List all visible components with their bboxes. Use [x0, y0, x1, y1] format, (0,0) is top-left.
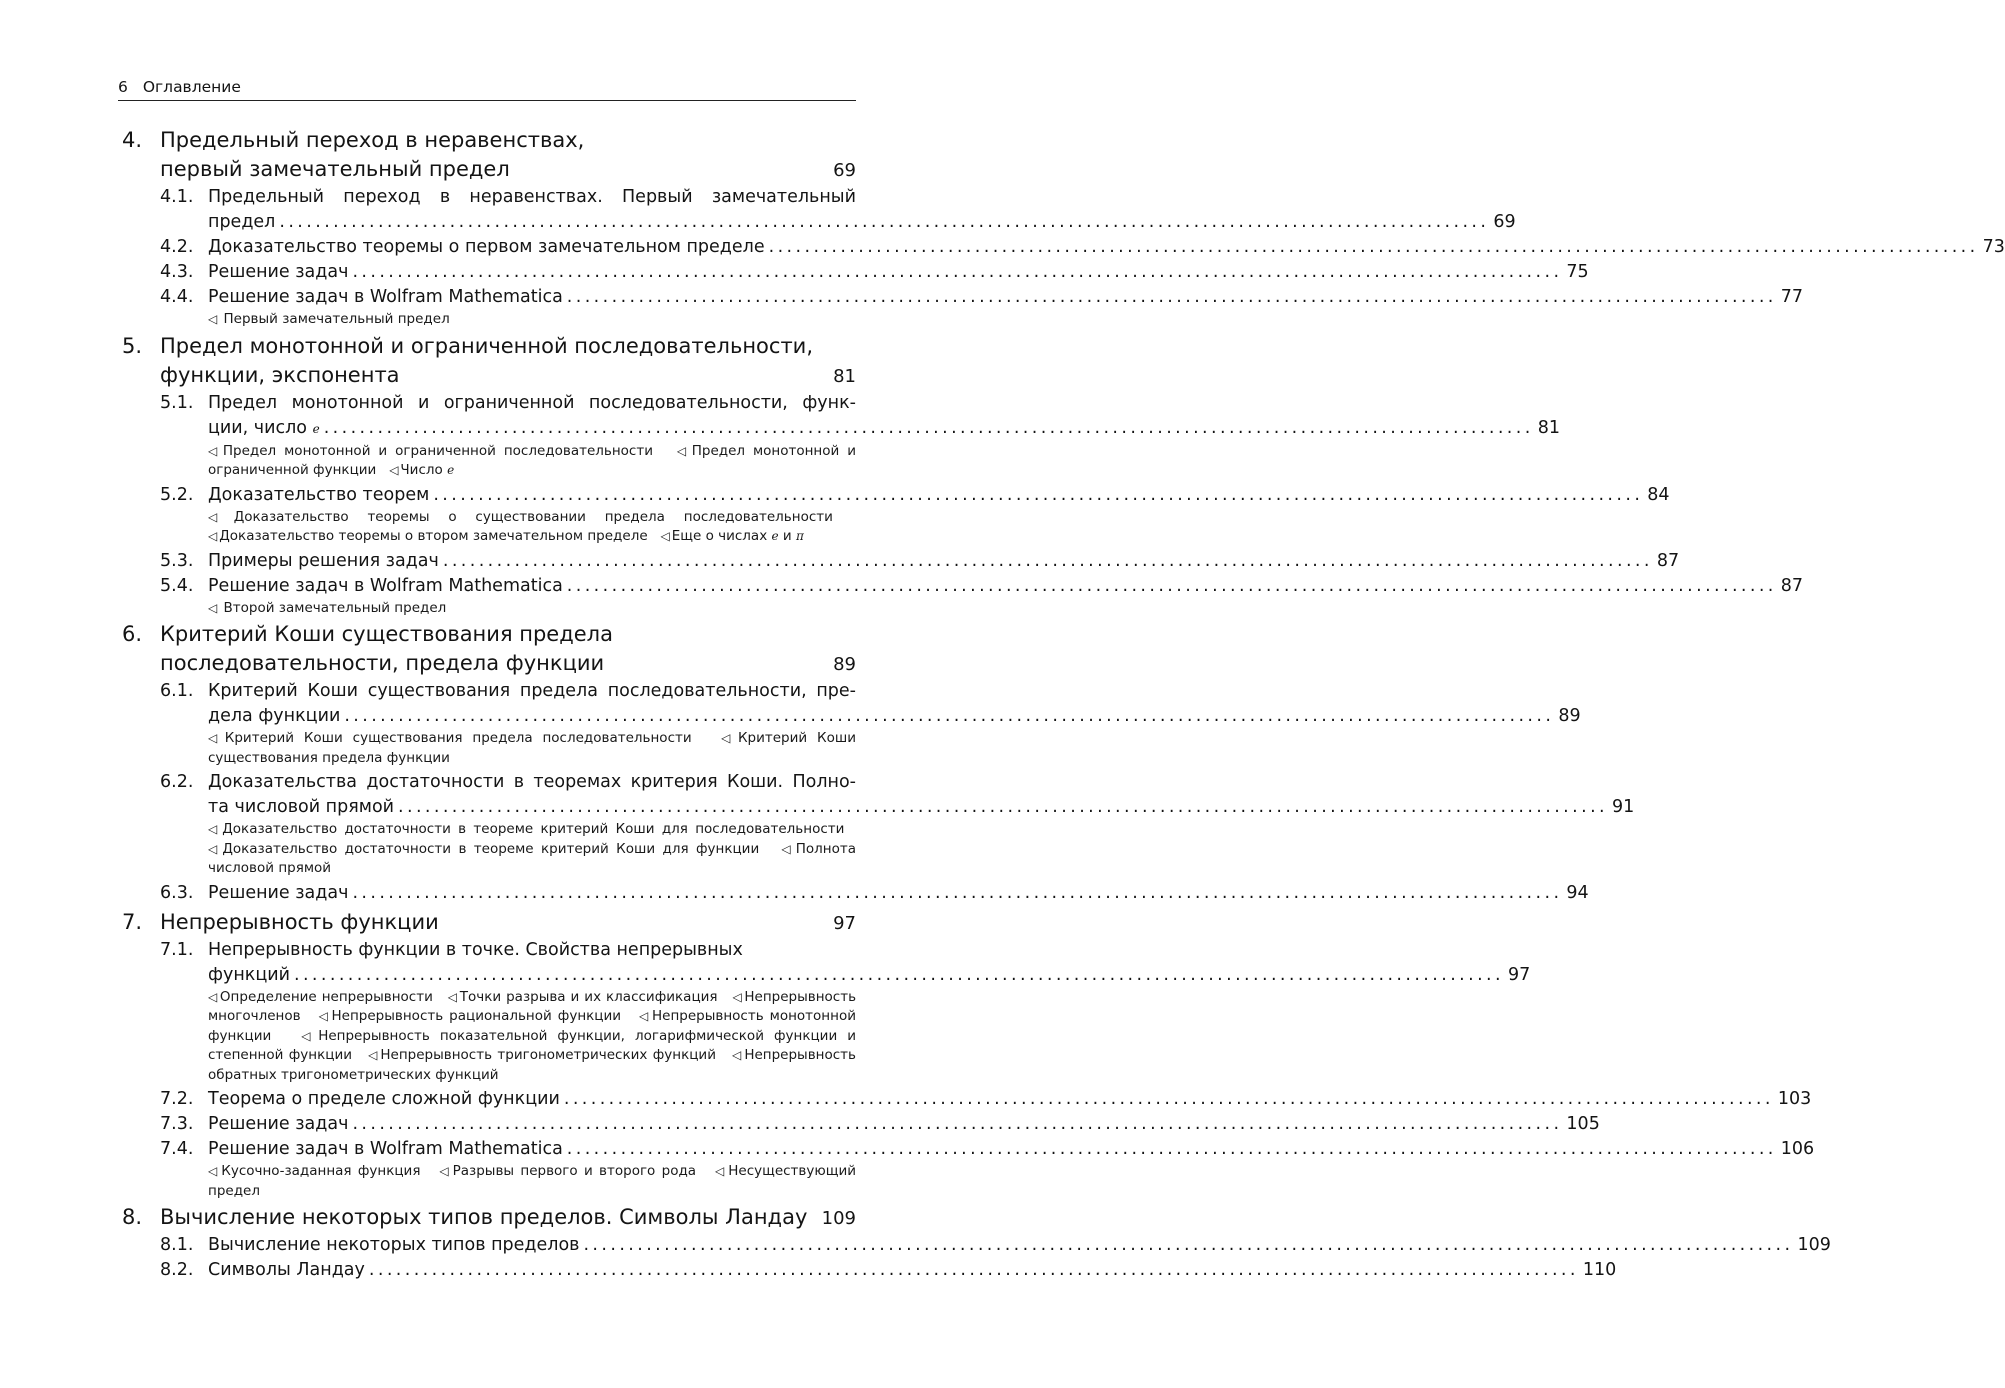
chapter-page-number: 69 [833, 160, 856, 181]
subsection-list [118, 310, 856, 330]
subsection-item[interactable]: Второй замечательный предел [223, 599, 447, 616]
triangle-left-icon: ◁ [208, 443, 221, 458]
toc-section-4-3[interactable] [118, 260, 1589, 285]
section-title: Вычисление некоторых типов пределов [208, 1235, 580, 1255]
section-number: 4.4. [160, 287, 194, 307]
section-number: 7.3. [160, 1114, 194, 1134]
section-title: Решение задач в Wolfram Mathematica [208, 287, 563, 307]
subsection-item[interactable]: Доказательство достаточности в теореме критерий Коши для последовательности [222, 821, 845, 837]
dot-leader: ....................................................................................................................................... [566, 1139, 1777, 1159]
dot-leader: ....................................................................................................................................... [344, 706, 1555, 726]
section-page-number: 109 [1797, 1235, 1831, 1255]
subsection-item[interactable]: Доказательство теоремы о существовании предела последовательности [233, 508, 833, 525]
subsection-list [118, 729, 856, 768]
chapter-title-line: функции, экспонента [160, 362, 400, 387]
chapter-page-number: 109 [821, 1208, 856, 1229]
chapter-number: 5. [122, 333, 143, 358]
toc-section-6-3[interactable] [118, 881, 1589, 906]
section-page-number: 87 [1780, 575, 1804, 596]
section-title: Примеры решения задач [208, 550, 439, 571]
triangle-left-icon: ◁ [732, 989, 743, 1004]
section-title-line: та числовой прямой [208, 797, 395, 817]
toc-section-7-3[interactable] [118, 1112, 1600, 1137]
chapter-number: 7. [122, 909, 143, 934]
dot-leader: ....................................................................................................................................... [279, 212, 1490, 232]
section-number: 6.1. [160, 681, 194, 701]
section-number: 4.3. [160, 262, 194, 282]
section-number: 5.2. [160, 484, 194, 505]
dot-leader: ....................................................................................................................................... [433, 484, 1644, 505]
chapter-title-line: первый замечательный предел [160, 157, 510, 181]
euler-number: e [312, 421, 320, 436]
section-title-line: Предельный переход в неравенствах. Первый замечательный [208, 187, 856, 207]
toc-section-7-1[interactable] [118, 938, 1531, 988]
dot-leader: ....................................................................................................................................... [563, 1089, 1774, 1109]
section-title-line: дела функции [208, 706, 341, 726]
subsection-item[interactable]: Число e [400, 462, 455, 478]
toc-section-8-2[interactable] [118, 1258, 1617, 1283]
toc-section-7-4[interactable] [118, 1137, 1815, 1162]
subsection-item[interactable]: Кусочно-заданная функция [221, 1163, 421, 1179]
section-title: Теорема о пределе сложной функции [208, 1089, 560, 1109]
section-page-number: 73 [1982, 237, 2005, 257]
chapter-page-number: 81 [833, 365, 856, 387]
dot-leader: ....................................................................................................................................... [294, 964, 1504, 985]
section-title: Доказательство теорем [208, 484, 430, 505]
section-number: 8.2. [160, 1260, 194, 1280]
section-title-line: предел [208, 212, 276, 232]
section-number: 6.3. [160, 882, 194, 903]
subsection-item[interactable]: Непрерывность показательной функции, логарифмической функции и степенной функции [208, 1027, 856, 1063]
euler-number: e [447, 463, 455, 477]
subsection-item[interactable]: Еще о числах e и π [671, 528, 804, 544]
section-number: 5.4. [160, 575, 194, 596]
dot-leader: ....................................................................................................................................... [583, 1235, 1794, 1255]
subsection-item[interactable]: Определение непрерывности [219, 988, 433, 1005]
pi-symbol: π [795, 529, 804, 543]
chapter-title: Вычисление некоторых типов пределов. Символы Ландау [160, 1205, 808, 1229]
dot-leader: ....................................................................................................................................... [566, 575, 1777, 596]
subsection-item[interactable]: Предел монотонной и ограниченной функции [208, 442, 857, 478]
euler-number: e [771, 529, 779, 543]
running-head [118, 77, 856, 101]
section-title: Решение задач [208, 262, 349, 282]
chapter-title-line: Предельный переход в неравенствах, [160, 128, 585, 152]
section-page-number: 106 [1780, 1139, 1815, 1159]
subsection-item[interactable]: Разрывы первого и второго рода [452, 1163, 697, 1179]
toc-chapter-5[interactable] [118, 332, 856, 391]
section-page-number: 77 [1780, 287, 1804, 307]
dot-leader: ....................................................................................................................................... [323, 417, 1534, 438]
section-number: 4.1. [160, 187, 194, 207]
subsection-item[interactable]: Критерий Коши существования предела функции [208, 730, 856, 766]
section-title: Решение задач в Wolfram Mathematica [208, 1139, 563, 1159]
triangle-left-icon: ◁ [208, 312, 218, 326]
triangle-left-icon: ◁ [301, 1028, 317, 1043]
section-page-number: 89 [1558, 706, 1581, 726]
toc-section-8-1[interactable] [118, 1233, 1831, 1258]
section-title: Символы Ландау [208, 1260, 365, 1280]
toc-section-7-2[interactable] [118, 1087, 1812, 1112]
section-title: Доказательство теоремы о первом замечательном пределе [208, 237, 765, 257]
subsection-item[interactable]: Критерий Коши существования предела последовательности [224, 730, 692, 746]
subsection-item[interactable]: Непрерывность обратных тригонометрических функций [208, 1047, 856, 1083]
triangle-left-icon: ◁ [208, 529, 218, 543]
dot-leader: ....................................................................................................................................... [368, 1260, 1579, 1280]
subsection-item[interactable]: Предел монотонной и ограниченной последовательности [222, 442, 653, 459]
subsection-item[interactable]: Доказательство теоремы о втором замечательном пределе [219, 528, 648, 544]
section-title-line: Непрерывность функции в точке. Свойства непрерывных [208, 939, 743, 960]
triangle-left-icon: ◁ [208, 822, 221, 836]
triangle-left-icon: ◁ [208, 600, 218, 615]
chapter-number: 8. [122, 1205, 143, 1229]
section-number: 8.1. [160, 1235, 194, 1255]
dot-leader: ....................................................................................................................................... [352, 1114, 1563, 1134]
section-number: 7.1. [160, 939, 194, 960]
header-title: Оглавление [142, 78, 241, 96]
chapter-page-number: 89 [833, 654, 856, 675]
table-of-contents [118, 124, 2005, 1283]
section-page-number: 69 [1493, 212, 1516, 232]
toc-chapter-4[interactable] [118, 126, 856, 185]
toc-chapter-6[interactable] [118, 620, 856, 679]
triangle-left-icon: ◁ [721, 731, 736, 745]
chapter-title-line: Критерий Коши существования предела [160, 622, 613, 646]
toc-section-4-4[interactable] [118, 285, 1804, 310]
triangle-left-icon: ◁ [208, 989, 218, 1004]
section-title-line: функций [208, 964, 290, 985]
dot-leader: ....................................................................................................................................... [768, 237, 1979, 257]
section-title-line: Предел монотонной и ограниченной последовательности, функ- [208, 392, 856, 413]
section-page-number: 75 [1566, 262, 1589, 282]
section-page-number: 91 [1612, 797, 1635, 817]
subsection-item[interactable]: Непрерывность тригонометрических функций [380, 1047, 716, 1063]
toc-section-5-4[interactable] [118, 574, 1804, 599]
triangle-left-icon: ◁ [389, 463, 399, 477]
toc-section-5-1[interactable] [118, 391, 1560, 442]
chapter-page-number: 97 [833, 912, 856, 934]
chapter-title-line: Предел монотонной и ограниченной последовательности, [160, 333, 814, 358]
section-title: Решение задач [208, 882, 349, 903]
subsection-list [118, 442, 856, 481]
section-page-number: 105 [1566, 1114, 1600, 1134]
triangle-left-icon: ◁ [660, 529, 670, 543]
subsection-item[interactable]: Непрерывность многочленов [208, 988, 857, 1024]
toc-chapter-8[interactable] [118, 1203, 856, 1233]
section-page-number: 94 [1566, 882, 1589, 903]
dot-leader: ....................................................................................................................................... [398, 797, 1609, 817]
subsection-list [118, 988, 856, 1086]
triangle-left-icon: ◁ [639, 1009, 650, 1023]
section-title: Решение задач [208, 1114, 349, 1134]
chapter-number: 4. [122, 128, 143, 152]
subsection-item[interactable]: Непрерывность рациональной функции [331, 1008, 622, 1024]
section-number: 6.2. [160, 772, 194, 792]
toc-section-6-1[interactable] [118, 679, 1581, 729]
dot-leader: ....................................................................................................................................... [352, 262, 1563, 282]
triangle-left-icon: ◁ [368, 1048, 379, 1062]
section-page-number: 84 [1647, 484, 1670, 505]
triangle-left-icon: ◁ [715, 1164, 727, 1178]
triangle-left-icon: ◁ [208, 1164, 220, 1178]
toc-section-5-3[interactable] [118, 549, 1680, 574]
subsection-list [118, 1162, 856, 1201]
triangle-left-icon: ◁ [447, 989, 458, 1004]
header-page-number: 6 [118, 78, 128, 96]
triangle-left-icon: ◁ [208, 509, 232, 524]
section-number: 7.2. [160, 1089, 194, 1109]
section-page-number: 110 [1582, 1260, 1617, 1280]
subsection-list [118, 508, 856, 547]
triangle-left-icon: ◁ [439, 1164, 451, 1178]
toc-chapter-7[interactable] [118, 908, 856, 938]
chapter-title-line: последовательности, предела функции [160, 651, 605, 675]
dot-leader: ....................................................................................................................................... [566, 287, 1777, 307]
dot-leader: ....................................................................................................................................... [442, 550, 1653, 571]
section-page-number: 81 [1537, 417, 1560, 438]
subsection-item[interactable]: Несуществующий предел [208, 1163, 856, 1199]
toc-section-4-1[interactable] [118, 185, 1516, 235]
triangle-left-icon: ◁ [732, 1048, 743, 1062]
section-title-line: ции, число e [208, 417, 320, 438]
triangle-left-icon: ◁ [781, 841, 794, 856]
subsection-item[interactable]: Непрерывность монотонной функции [208, 1008, 856, 1044]
triangle-left-icon: ◁ [318, 1009, 330, 1023]
chapter-title: Непрерывность функции [160, 909, 439, 934]
section-title: Решение задач в Wolfram Mathematica [208, 575, 563, 596]
subsection-list [118, 820, 856, 879]
section-page-number: 87 [1656, 550, 1680, 571]
triangle-left-icon: ◁ [208, 841, 221, 856]
section-number: 4.2. [160, 237, 194, 257]
subsection-list [118, 599, 856, 619]
section-page-number: 97 [1507, 964, 1531, 985]
section-number: 5.3. [160, 550, 194, 571]
subsection-item[interactable]: Полнота числовой прямой [208, 840, 856, 876]
subsection-item[interactable]: Доказательство достаточности в теореме критерий Коши для функции [222, 840, 760, 857]
dot-leader: ....................................................................................................................................... [352, 882, 1563, 903]
section-page-number: 103 [1777, 1089, 1812, 1109]
subsection-item[interactable]: Точки разрыва и их классификация [459, 988, 718, 1005]
triangle-left-icon: ◁ [676, 443, 690, 458]
toc-section-4-2[interactable] [118, 235, 2005, 260]
toc-section-5-2[interactable] [118, 483, 1670, 508]
section-title-line: Критерий Коши существования предела последовательности, пре- [208, 681, 856, 701]
section-number: 7.4. [160, 1139, 194, 1159]
subsection-item[interactable]: Первый замечательный предел [223, 311, 450, 327]
chapter-number: 6. [122, 622, 143, 646]
triangle-left-icon: ◁ [208, 731, 223, 745]
toc-section-6-2[interactable] [118, 770, 1635, 820]
section-title-line: Доказательства достаточности в теоремах критерия Коши. Полно- [208, 772, 856, 792]
section-number: 5.1. [160, 392, 194, 413]
